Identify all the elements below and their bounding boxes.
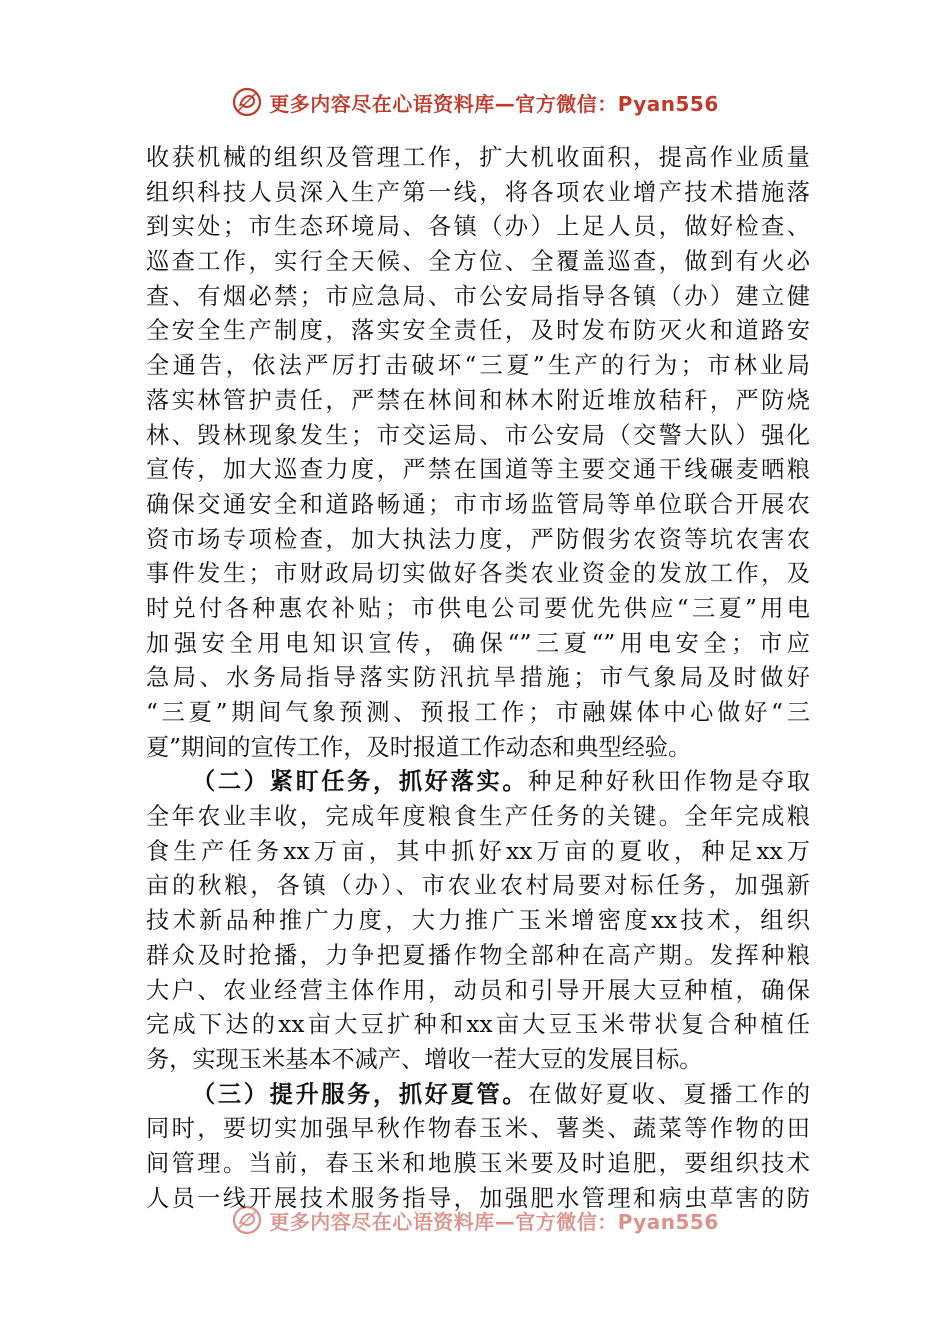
text-line: 资市场专项检查，加大执法力度，严防假劣农资等坑农害农 xyxy=(146,525,810,553)
text-line: 人员一线开展技术服务指导，加强肥水管理和病虫草害的防 xyxy=(146,1184,810,1212)
text-line: 同时，要切实加强早秋作物春玉米、薯类、蔬菜等作物的田 xyxy=(146,1115,810,1143)
text-line: 查、有烟必禁；市应急局、市公安局指导各镇（办）建立健 xyxy=(146,282,810,310)
text-line: 林、毁林现象发生；市交运局、市公安局（交警大队）强化 xyxy=(146,421,810,449)
text-line: 落实林管护责任，严禁在林间和林木附近堆放秸秆，严防烧 xyxy=(146,386,810,414)
text-line: 加强安全用电知识宣传，确保“”三夏“”用电安全；市应 xyxy=(146,629,810,657)
text-line: 宣传，加大巡查力度，严禁在国道等主要交通干线碾麦晒粮 xyxy=(146,456,810,484)
text-line: 全安全生产制度，落实安全责任，及时发布防灭火和道路安 xyxy=(146,317,810,345)
text-line: 群众及时抢播，力争把夏播作物全部种在高产期。发挥种粮 xyxy=(146,941,810,969)
text-line: 急局、水务局指导落实防汛抗旱措施；市气象局及时做好 xyxy=(146,664,810,692)
section-2-first-text: 种足种好秋田作物是夺取 xyxy=(528,768,811,796)
text-line: 完成下达的xx亩大豆扩种和xx亩大豆玉米带状复合种植任 xyxy=(146,1011,810,1039)
watermark-logo-icon xyxy=(231,86,263,118)
section-2-heading: （二）紧盯任务，抓好落实。 xyxy=(192,768,529,796)
text-line: “三夏”期间气象预测、预报工作；市融媒体中心做好“三 xyxy=(146,699,810,726)
text-line: 亩的秋粮，各镇（办）、市农业农村局要对标任务，加强新 xyxy=(146,872,810,900)
watermark-footer xyxy=(0,1200,950,1240)
section-3-heading: （三）提升服务，抓好夏管。 xyxy=(192,1080,529,1108)
text-line: 收获机械的组织及管理工作，扩大机收面积，提高作业质量 xyxy=(146,144,810,171)
watermark-header xyxy=(0,82,950,122)
text-line: 全通告，依法严厉打击破坏“三夏”生产的行为；市林业局 xyxy=(146,352,810,380)
text-line: 务，实现玉米基本不减产、增收一茬大豆的发展目标。 xyxy=(146,1045,703,1073)
watermark-logo-icon xyxy=(231,1204,263,1236)
text-line: 间管理。当前，春玉米和地膜玉米要及时追肥，要组织技术 xyxy=(146,1149,810,1177)
section-3-first-line xyxy=(146,1078,810,1113)
text-line: 巡查工作，实行全天候、全方位、全覆盖巡查，做到有火必 xyxy=(146,248,810,276)
text-line: 到实处；市生态环境局、各镇（办）上足人员，做好检查、 xyxy=(146,213,810,241)
section-3-first-text: 在做好夏收、夏播工作的 xyxy=(528,1080,811,1108)
text-line: 确保交通安全和道路畅通；市市场监管局等单位联合开展农 xyxy=(146,490,810,518)
text-line: 技术新品种推广力度，大力推广玉米增密度xx技术，组织 xyxy=(146,907,810,935)
document-body xyxy=(146,141,810,1216)
text-line: 大户、农业经营主体作用，动员和引导开展大豆种植，确保 xyxy=(146,976,810,1004)
text-line: 夏”期间的宣传工作，及时报道工作动态和典型经验。 xyxy=(146,733,692,761)
text-line: 组织科技人员深入生产第一线，将各项农业增产技术措施落 xyxy=(146,178,810,206)
text-line: 事件发生；市财政局切实做好各类农业资金的发放工作，及 xyxy=(146,560,810,588)
section-2-first-line xyxy=(146,765,810,800)
text-line: 食生产任务xx万亩，其中抓好xx万亩的夏收，种足xx万 xyxy=(146,837,810,865)
watermark-text: 更多内容尽在心语资料库—官方微信：Pyan556 xyxy=(269,1209,719,1234)
text-line: 时兑付各种惠农补贴；市供电公司要优先供应“三夏”用电 xyxy=(146,594,810,622)
watermark-text: 更多内容尽在心语资料库—官方微信：Pyan556 xyxy=(269,91,719,116)
text-line: 全年农业丰收，完成年度粮食生产任务的关键。全年完成粮 xyxy=(146,803,810,831)
